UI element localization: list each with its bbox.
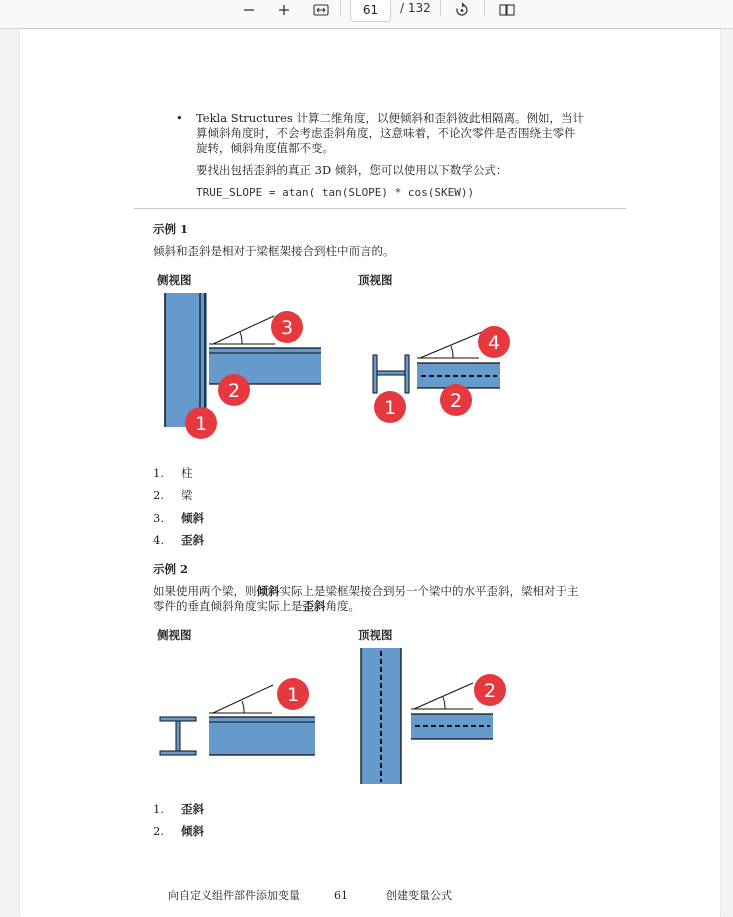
para1-line1: Tekla Structures 计算二维角度，以便倾斜和歪斜彼此相隔离。例如，当计 <box>196 111 584 125</box>
minus-icon <box>243 4 255 16</box>
marker-1 <box>185 407 217 439</box>
fig1-top-view <box>365 320 515 430</box>
svg-text:3: 3 <box>280 317 294 339</box>
bullet: • <box>176 111 183 125</box>
fig2-side-label: 侧视图 <box>157 628 192 642</box>
list1-num-2: 2. <box>153 488 164 502</box>
fit-width-button[interactable] <box>311 0 331 20</box>
zoom-out-button[interactable] <box>240 0 258 20</box>
marker-3 <box>271 311 303 343</box>
page-layout-button[interactable] <box>497 0 517 20</box>
svg-text:4: 4 <box>487 332 501 354</box>
example2-title: 示例 2 <box>153 562 189 576</box>
list1-item-4: 歪斜 <box>181 533 204 547</box>
para1-line3: 旋转，倾斜角度值都不变。 <box>196 141 334 155</box>
svg-text:1: 1 <box>286 684 300 706</box>
rotate-button[interactable] <box>452 0 472 20</box>
formula: TRUE_SLOPE = atan( tan(SLOPE) * cos(SKEW)) <box>196 186 475 199</box>
svg-text:2: 2 <box>227 380 241 402</box>
rotate-icon <box>454 2 470 18</box>
page-total: / 132 <box>400 1 431 15</box>
list1-item-2: 梁 <box>181 488 193 502</box>
list2-num-2: 2. <box>153 824 164 838</box>
two-page-icon <box>499 3 515 17</box>
column-web <box>165 293 207 427</box>
toolbar-separator <box>340 0 341 16</box>
fig2-top-label: 顶视图 <box>358 628 393 642</box>
fig1-side-label: 侧视图 <box>157 273 192 287</box>
example2-line1: 如果使用两个梁，则倾斜实际上是梁框架接合到另一个梁中的水平歪斜，梁相对于主 <box>153 584 579 598</box>
list2-item-1: 歪斜 <box>181 802 204 816</box>
example1-desc: 倾斜和歪斜是相对于梁框架接合到柱中而言的。 <box>153 244 395 258</box>
fig2-top-view <box>355 645 515 790</box>
list2-num-1: 1. <box>153 802 164 816</box>
marker-2 <box>218 374 250 406</box>
svg-text:1: 1 <box>194 413 208 435</box>
fig1-side-view <box>150 288 330 443</box>
svg-text:2: 2 <box>483 680 497 702</box>
footer-left: 向自定义组件部件添加变量 <box>168 889 300 902</box>
para1-line2: 算倾斜角度时，不会考虑歪斜角度，这意味着，不论次零件是否围绕主零件 <box>196 126 576 140</box>
fig2-side-view <box>150 670 330 770</box>
toolbar-separator <box>440 0 441 16</box>
list1-item-3: 倾斜 <box>181 511 204 525</box>
svg-text:1: 1 <box>383 397 397 419</box>
toolbar-separator <box>484 0 485 16</box>
beam <box>209 717 315 755</box>
marker-1 <box>277 678 309 710</box>
divider <box>134 208 626 209</box>
footer-page: 61 <box>334 889 348 902</box>
marker-2 <box>474 674 506 706</box>
pdf-toolbar <box>0 0 733 29</box>
footer-right: 创建变量公式 <box>386 889 452 902</box>
fig1-top-label: 顶视图 <box>358 273 393 287</box>
marker-4 <box>478 326 510 358</box>
marker-2 <box>440 384 472 416</box>
marker-1 <box>374 391 406 423</box>
zoom-in-button[interactable] <box>275 0 293 20</box>
svg-text:2: 2 <box>449 390 463 412</box>
list1-item-1: 柱 <box>181 466 193 480</box>
fit-width-icon <box>313 4 329 16</box>
page-number-input[interactable]: 61 <box>350 0 391 22</box>
example2-line2: 零件的垂直倾斜角度实际上是歪斜角度。 <box>153 599 360 613</box>
plus-icon <box>278 4 290 16</box>
list1-num-4: 4. <box>153 533 164 547</box>
para2: 要找出包括歪斜的真正 3D 倾斜，您可以使用以下数学公式： <box>196 163 508 177</box>
list1-num-3: 3. <box>153 511 164 525</box>
example1-title: 示例 1 <box>153 222 189 236</box>
list1-num-1: 1. <box>153 466 164 480</box>
list2-item-2: 倾斜 <box>181 824 204 838</box>
